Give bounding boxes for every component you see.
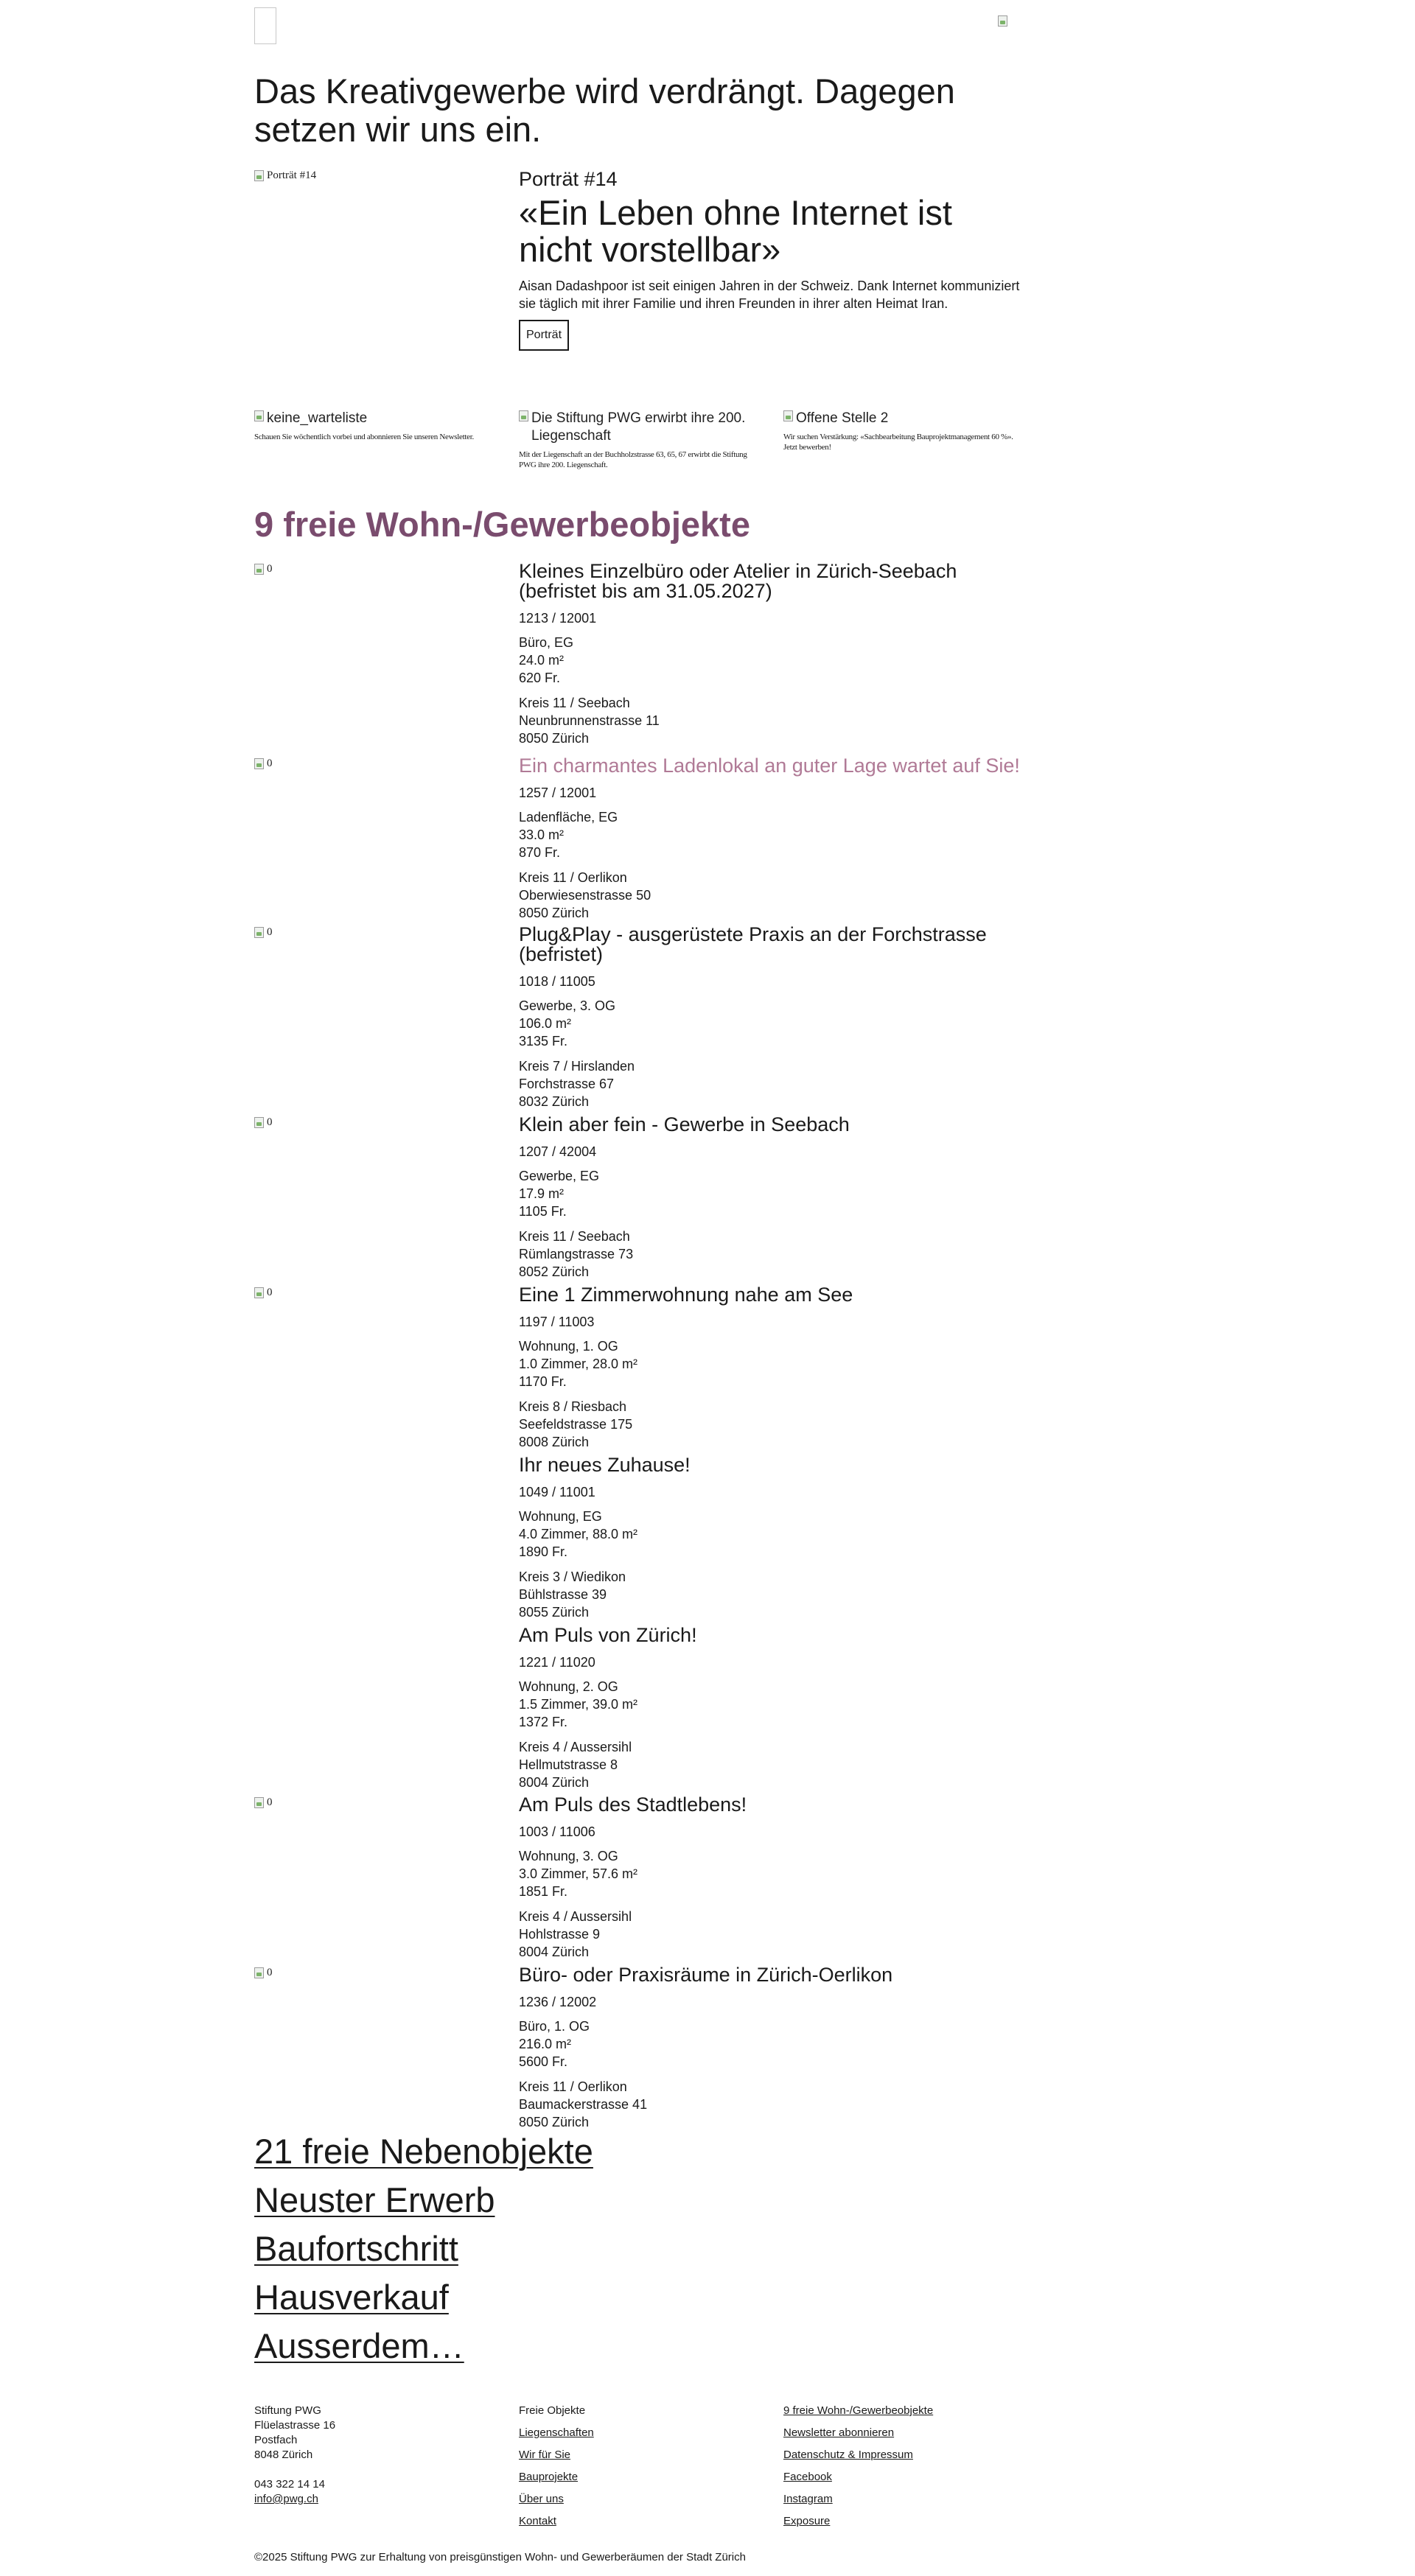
listing-details bbox=[519, 2017, 1035, 2071]
listing-city: 8050 Zürich bbox=[519, 906, 590, 920]
listing-address bbox=[519, 1228, 1035, 1281]
listing-street: Hohlstrasse 9 bbox=[519, 1927, 601, 1942]
broken-image-icon bbox=[254, 410, 264, 421]
listing-reference: 1197 / 11003 bbox=[519, 1315, 595, 1329]
portrait-button[interactable]: Porträt bbox=[519, 320, 569, 351]
broken-image-icon bbox=[519, 410, 528, 421]
listing-district: Kreis 4 / Aussersihl bbox=[519, 1909, 632, 1924]
listing-city: 8052 Zürich bbox=[519, 1264, 590, 1279]
listing-district: Kreis 3 / Wiedikon bbox=[519, 1569, 626, 1584]
footer-instagram-link[interactable]: Instagram bbox=[783, 2493, 833, 2505]
broken-image-icon bbox=[254, 1797, 264, 1808]
broken-image-icon bbox=[254, 1117, 264, 1128]
listing-size: 106.0 m² bbox=[519, 1016, 572, 1031]
footer-nav-secondary bbox=[783, 2400, 933, 2533]
footer-org: Stiftung PWG bbox=[254, 2404, 321, 2417]
broken-image-icon bbox=[998, 15, 1007, 27]
listing-body bbox=[519, 561, 1035, 747]
listing-title[interactable]: Ein charmantes Ladenlokal an guter Lage wartet auf Sie! bbox=[519, 755, 1020, 777]
listing-body bbox=[519, 1965, 1035, 2131]
listing-address bbox=[519, 2078, 1035, 2131]
link-nebenobjekte[interactable]: 21 freie Nebenobjekte bbox=[254, 2132, 593, 2171]
listing-price: 620 Fr. bbox=[519, 671, 561, 685]
listing-size: 1.5 Zimmer, 39.0 m² bbox=[519, 1697, 638, 1712]
listing-size: 33.0 m² bbox=[519, 827, 565, 842]
listing-street: Seefeldstrasse 175 bbox=[519, 1417, 633, 1432]
listing-city: 8050 Zürich bbox=[519, 2115, 590, 2129]
listing-district: Kreis 11 / Oerlikon bbox=[519, 2079, 627, 2094]
teaser-200-liegenschaft[interactable] bbox=[519, 410, 762, 470]
footer-street: Flüelastrasse 16 bbox=[254, 2419, 336, 2432]
broken-image-icon bbox=[254, 564, 264, 575]
listing-district: Kreis 4 / Aussersihl bbox=[519, 1740, 632, 1754]
footer-nav-item[interactable]: Datenschutz & Impressum bbox=[783, 2449, 913, 2461]
teaser-text: Mit der Liegenschaft an der Buchholzstrasse 63, 65, 67 erwirbt die Stiftung PWG ihre 200. Liegenschaft. bbox=[519, 450, 747, 469]
listing-details bbox=[519, 1337, 1035, 1390]
listing-address bbox=[519, 1908, 1035, 1961]
listing-details bbox=[519, 997, 1035, 1050]
listing-price: 3135 Fr. bbox=[519, 1034, 568, 1049]
listing-size: 1.0 Zimmer, 28.0 m² bbox=[519, 1357, 638, 1371]
portrait-image[interactable] bbox=[254, 169, 316, 182]
listing-size: 216.0 m² bbox=[519, 2037, 572, 2051]
listing-city: 8055 Zürich bbox=[519, 1605, 590, 1620]
footer-phone: 043 322 14 14 bbox=[254, 2478, 325, 2491]
copyright: ©2025 Stiftung PWG zur Erhaltung von preisgünstigen Wohn- und Gewerberäumen der Stadt Zürich bbox=[254, 2551, 746, 2563]
listing-image-alt: 0 bbox=[267, 1287, 273, 1298]
listing-price: 870 Fr. bbox=[519, 845, 561, 860]
listing-type: Wohnung, 3. OG bbox=[519, 1849, 618, 1863]
listing-image[interactable] bbox=[254, 1967, 273, 1979]
listing-street: Neunbrunnenstrasse 11 bbox=[519, 713, 660, 728]
listing-title[interactable]: Büro- oder Praxisräume in Zürich-Oerlikon bbox=[519, 1964, 893, 1986]
listing-body bbox=[519, 1285, 1035, 1451]
broken-image-icon bbox=[254, 758, 264, 769]
listing-size: 4.0 Zimmer, 88.0 m² bbox=[519, 1527, 638, 1541]
listing-image-alt: 0 bbox=[267, 563, 273, 575]
listing-details bbox=[519, 634, 1035, 687]
listing-image[interactable] bbox=[254, 926, 273, 939]
broken-image-icon bbox=[254, 1967, 264, 1978]
footer-nav-item[interactable]: 9 freie Wohn-/Gewerbeobjekte bbox=[783, 2404, 934, 2417]
listing-reference: 1221 / 11020 bbox=[519, 1655, 595, 1670]
listing-body bbox=[519, 756, 1035, 922]
listing-details bbox=[519, 1508, 1035, 1561]
listing-title[interactable]: Am Puls des Stadtlebens! bbox=[519, 1793, 747, 1816]
listing-title[interactable]: Klein aber fein - Gewerbe in Seebach bbox=[519, 1113, 850, 1135]
listing-address bbox=[519, 869, 1035, 922]
listing-title[interactable]: Kleines Einzelbüro oder Atelier in Zürich-Seebach (befristet bis am 31.05.2027) bbox=[519, 560, 957, 602]
footer-address bbox=[254, 2404, 335, 2507]
teaser-image-alt: Offene Stelle 2 bbox=[796, 410, 889, 426]
teaser-image bbox=[254, 410, 367, 427]
listing-image-alt: 0 bbox=[267, 1967, 273, 1978]
portrait-lead: Aisan Dadashpoor ist seit einigen Jahren in der Schweiz. Dank Internet kommuniziert sie täglich mit ihrer Familie und ihren Freunden in ihrer alten Heimat Iran. bbox=[519, 279, 1020, 311]
listing-type: Wohnung, EG bbox=[519, 1509, 602, 1524]
listing-address bbox=[519, 694, 1035, 747]
listing-street: Forchstrasse 67 bbox=[519, 1077, 615, 1091]
listing-size: 3.0 Zimmer, 57.6 m² bbox=[519, 1866, 638, 1881]
broken-image-icon bbox=[254, 170, 264, 181]
teaser-newsletter[interactable] bbox=[254, 410, 497, 442]
teaser-image bbox=[519, 410, 762, 445]
link-baufortschritt[interactable]: Baufortschritt bbox=[254, 2229, 458, 2268]
broken-image-icon bbox=[783, 410, 793, 421]
listing-price: 1372 Fr. bbox=[519, 1715, 568, 1729]
listing-image[interactable] bbox=[254, 1116, 273, 1129]
listing-street: Baumackerstrasse 41 bbox=[519, 2097, 648, 2112]
footer-nav-item[interactable]: Wir für Sie bbox=[519, 2449, 571, 2461]
listing-image[interactable] bbox=[254, 1796, 273, 1809]
listing-city: 8004 Zürich bbox=[519, 1945, 590, 1959]
listing-title[interactable]: Am Puls von Zürich! bbox=[519, 1624, 697, 1646]
listing-type: Ladenfläche, EG bbox=[519, 810, 618, 825]
teaser-image-alt: keine_warteliste bbox=[267, 410, 368, 426]
listing-reference: 1213 / 12001 bbox=[519, 611, 597, 626]
listing-price: 1170 Fr. bbox=[519, 1374, 567, 1389]
listing-type: Büro, EG bbox=[519, 635, 574, 650]
listing-image-alt: 0 bbox=[267, 757, 273, 769]
listing-reference: 1257 / 12001 bbox=[519, 785, 597, 800]
footer-nav-item[interactable]: Newsletter abonnieren bbox=[783, 2426, 895, 2439]
teaser-text: Wir suchen Verstärkung: «Sachbearbeitung Bauprojektmanagement 60 %». Jetzt bewerben! bbox=[783, 433, 1013, 452]
broken-image-icon bbox=[254, 1287, 264, 1298]
listing-type: Gewerbe, EG bbox=[519, 1169, 600, 1183]
listing-street: Bühlstrasse 39 bbox=[519, 1587, 607, 1602]
broken-image-icon bbox=[254, 927, 264, 938]
logo[interactable] bbox=[254, 7, 276, 44]
listing-size: 17.9 m² bbox=[519, 1186, 565, 1201]
footer-nav-item[interactable]: Bauprojekte bbox=[519, 2471, 579, 2483]
portrait-image-alt: Porträt #14 bbox=[267, 169, 317, 181]
teaser-offene-stelle[interactable] bbox=[783, 410, 1027, 452]
listing-type: Wohnung, 1. OG bbox=[519, 1339, 618, 1354]
listing-title[interactable]: Plug&Play - ausgerüstete Praxis an der Forchstrasse (befristet) bbox=[519, 923, 987, 965]
listing-body bbox=[519, 1115, 1035, 1281]
portrait-kicker: Porträt #14 bbox=[519, 168, 618, 190]
listing-type: Büro, 1. OG bbox=[519, 2019, 590, 2034]
listing-image-alt: 0 bbox=[267, 926, 273, 938]
listing-details bbox=[519, 1678, 1035, 1731]
listing-address bbox=[519, 1057, 1035, 1110]
listing-price: 5600 Fr. bbox=[519, 2054, 568, 2069]
listing-city: 8050 Zürich bbox=[519, 731, 590, 746]
teaser-text: Schauen Sie wöchentlich vorbei und abonnieren Sie unseren Newsletter. bbox=[254, 433, 474, 441]
listing-city: 8004 Zürich bbox=[519, 1775, 590, 1790]
listing-body bbox=[519, 925, 1035, 1110]
footer-nav-item[interactable]: Liegenschaften bbox=[519, 2426, 594, 2439]
listing-reference: 1236 / 12002 bbox=[519, 1995, 597, 2009]
listing-district: Kreis 7 / Hirslanden bbox=[519, 1059, 635, 1074]
footer-nav-item[interactable]: Freie Objekte bbox=[519, 2404, 586, 2417]
footer-city: 8048 Zürich bbox=[254, 2449, 313, 2461]
listing-city: 8008 Zürich bbox=[519, 1435, 590, 1449]
listing-title[interactable]: Eine 1 Zimmerwohnung nahe am See bbox=[519, 1284, 853, 1306]
listing-district: Kreis 11 / Oerlikon bbox=[519, 870, 627, 885]
listing-reference: 1207 / 42004 bbox=[519, 1144, 597, 1159]
listing-image-alt: 0 bbox=[267, 1796, 273, 1808]
menu-icon[interactable] bbox=[998, 15, 1007, 27]
listing-district: Kreis 11 / Seebach bbox=[519, 696, 630, 710]
link-hausverkauf[interactable]: Hausverkauf bbox=[254, 2278, 449, 2317]
footer-nav-item[interactable]: Über uns bbox=[519, 2493, 564, 2505]
link-neuster-erwerb[interactable]: Neuster Erwerb bbox=[254, 2180, 495, 2219]
page-headline: Das Kreativgewerbe wird verdrängt. Dagegen setzen wir uns ein. bbox=[254, 71, 955, 149]
portrait-teaser bbox=[519, 167, 1035, 351]
listing-reference: 1003 / 11006 bbox=[519, 1824, 595, 1839]
portrait-title[interactable]: «Ein Leben ohne Internet ist nicht vorstellbar» bbox=[519, 193, 952, 269]
listing-price: 1851 Fr. bbox=[519, 1884, 568, 1899]
listing-reference: 1018 / 11005 bbox=[519, 974, 595, 989]
listing-street: Rümlangstrasse 73 bbox=[519, 1247, 634, 1261]
teaser-image bbox=[783, 410, 888, 427]
listing-price: 1890 Fr. bbox=[519, 1544, 568, 1559]
big-links bbox=[254, 2127, 593, 2370]
listing-details bbox=[519, 1847, 1035, 1900]
listing-street: Oberwiesenstrasse 50 bbox=[519, 888, 651, 903]
listing-address bbox=[519, 1738, 1035, 1791]
listing-address bbox=[519, 1398, 1035, 1451]
listing-address bbox=[519, 1568, 1035, 1621]
listing-image[interactable] bbox=[254, 1287, 273, 1299]
listing-type: Wohnung, 2. OG bbox=[519, 1679, 618, 1694]
listing-type: Gewerbe, 3. OG bbox=[519, 998, 616, 1013]
footer-email[interactable]: info@pwg.ch bbox=[254, 2493, 318, 2505]
listing-district: Kreis 8 / Riesbach bbox=[519, 1399, 627, 1414]
footer-exposure-link[interactable]: Exposure bbox=[783, 2515, 831, 2527]
link-ausserdem[interactable]: Ausserdem… bbox=[254, 2326, 464, 2365]
footer-facebook-link[interactable]: Facebook bbox=[783, 2471, 832, 2483]
teaser-image-alt: Die Stiftung PWG erwirbt ihre 200. Liegenschaft bbox=[531, 410, 746, 444]
listing-body bbox=[519, 1455, 1035, 1621]
listing-title[interactable]: Ihr neues Zuhause! bbox=[519, 1454, 691, 1476]
listing-district: Kreis 11 / Seebach bbox=[519, 1229, 630, 1244]
listing-city: 8032 Zürich bbox=[519, 1094, 590, 1109]
listing-size: 24.0 m² bbox=[519, 653, 565, 668]
listing-details bbox=[519, 808, 1035, 861]
listing-street: Hellmutstrasse 8 bbox=[519, 1757, 618, 1772]
listing-price: 1105 Fr. bbox=[519, 1204, 567, 1219]
listing-details bbox=[519, 1167, 1035, 1220]
footer-nav-item[interactable]: Kontakt bbox=[519, 2515, 556, 2527]
listing-image-alt: 0 bbox=[267, 1116, 273, 1128]
footer-postbox: Postfach bbox=[254, 2434, 298, 2446]
listing-body bbox=[519, 1795, 1035, 1961]
section-title: 9 freie Wohn-/Gewerbeobjekte bbox=[254, 505, 750, 544]
listing-reference: 1049 / 11001 bbox=[519, 1485, 595, 1499]
footer-nav-primary bbox=[519, 2400, 594, 2533]
listing-body bbox=[519, 1625, 1035, 1791]
listing-image[interactable] bbox=[254, 757, 273, 770]
listing-image[interactable] bbox=[254, 563, 273, 575]
